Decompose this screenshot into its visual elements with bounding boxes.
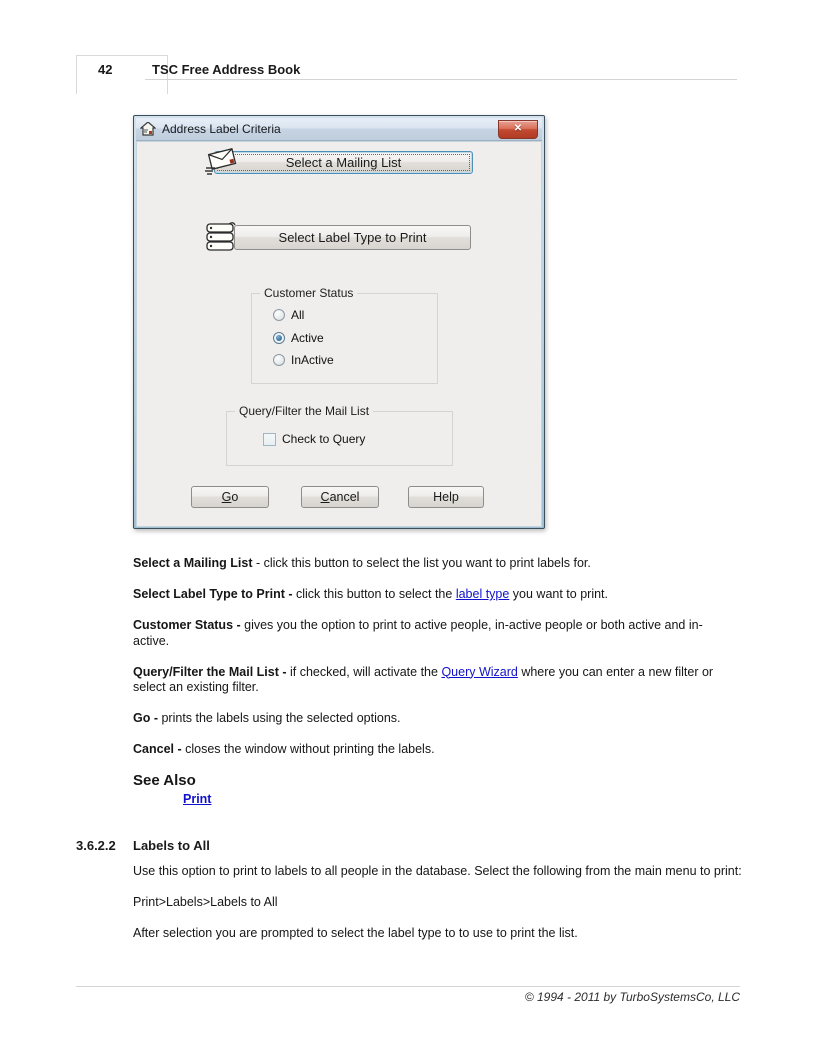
dialog-titlebar[interactable] [136, 118, 542, 141]
section-paragraph: After selection you are prompted to select the label type to to use to print the list. [133, 926, 578, 940]
query-wizard-link[interactable]: Query Wizard [441, 664, 518, 679]
select-label-type-button[interactable]: Select Label Type to Print [234, 225, 471, 250]
help-button[interactable]: Help [408, 486, 484, 508]
close-button[interactable] [498, 120, 538, 139]
section-number: 3.6.2.2 [76, 838, 116, 853]
section-menu-path: Print>Labels>Labels to All [133, 895, 278, 909]
footer-copyright: © 1994 - 2011 by TurboSystemsCo, LLC [524, 990, 740, 1004]
query-filter-group [226, 404, 453, 466]
desc-query-filter: Query/Filter the Mail List - if checked, will activate the Query Wizard where you can enter a new filter or select an existing filter. [133, 664, 714, 694]
go-button[interactable]: Go [191, 486, 269, 508]
desc-select-label-type: Select Label Type to Print - click this button to select the label type you want to print. [133, 587, 608, 601]
radio-icon [273, 354, 285, 366]
desc-go: Go - prints the labels using the selected options. [133, 711, 401, 725]
radio-all[interactable] [273, 308, 304, 322]
dialog-title: Address Label Criteria [162, 122, 281, 136]
section-title: Labels to All [133, 838, 210, 853]
customer-status-legend: Customer Status [260, 286, 357, 300]
label-roll-icon [203, 220, 237, 257]
cancel-button[interactable]: Cancel [301, 486, 379, 508]
desc-cancel: Cancel - closes the window without printing the labels. [133, 742, 435, 756]
section-body [133, 864, 745, 957]
header-title: TSC Free Address Book [152, 62, 301, 77]
desc-customer-status: Customer Status - gives you the option to print to active people, in-active people or both active and in-active. [133, 618, 703, 648]
close-icon: ✕ [513, 123, 523, 134]
page-number: 42 [98, 62, 113, 77]
radio-inactive[interactable] [273, 353, 334, 367]
check-to-query-label: Check to Query [282, 432, 366, 446]
footer-rule [76, 986, 740, 987]
radio-active[interactable] [273, 331, 324, 345]
address-label-criteria-dialog [133, 115, 545, 529]
radio-icon [273, 332, 285, 344]
desc-select-mailing-list: Select a Mailing List - click this button to select the list you want to print labels for. [133, 556, 591, 570]
section-paragraph: Use this option to print to labels to all people in the database. Select the following from the main menu to print: [133, 864, 742, 878]
see-also-heading: See Also [133, 772, 196, 789]
envelope-icon [203, 146, 237, 179]
label-type-link[interactable]: label type [455, 587, 510, 601]
see-also-links [133, 792, 737, 808]
customer-status-group [251, 286, 438, 384]
print-link[interactable]: Print [183, 791, 212, 806]
select-mailing-list-button[interactable]: Select a Mailing List [214, 151, 473, 174]
descriptions [133, 556, 737, 807]
query-filter-legend: Query/Filter the Mail List [235, 404, 373, 418]
checkbox-icon [263, 433, 276, 446]
radio-active-label: Active [291, 331, 324, 345]
dialog-body [136, 141, 542, 527]
radio-icon [273, 309, 285, 321]
radio-inactive-label: InActive [291, 353, 334, 367]
check-to-query-checkbox[interactable] [263, 432, 365, 446]
header-rule [145, 79, 737, 80]
radio-all-label: All [291, 308, 305, 322]
address-book-icon [140, 122, 156, 136]
